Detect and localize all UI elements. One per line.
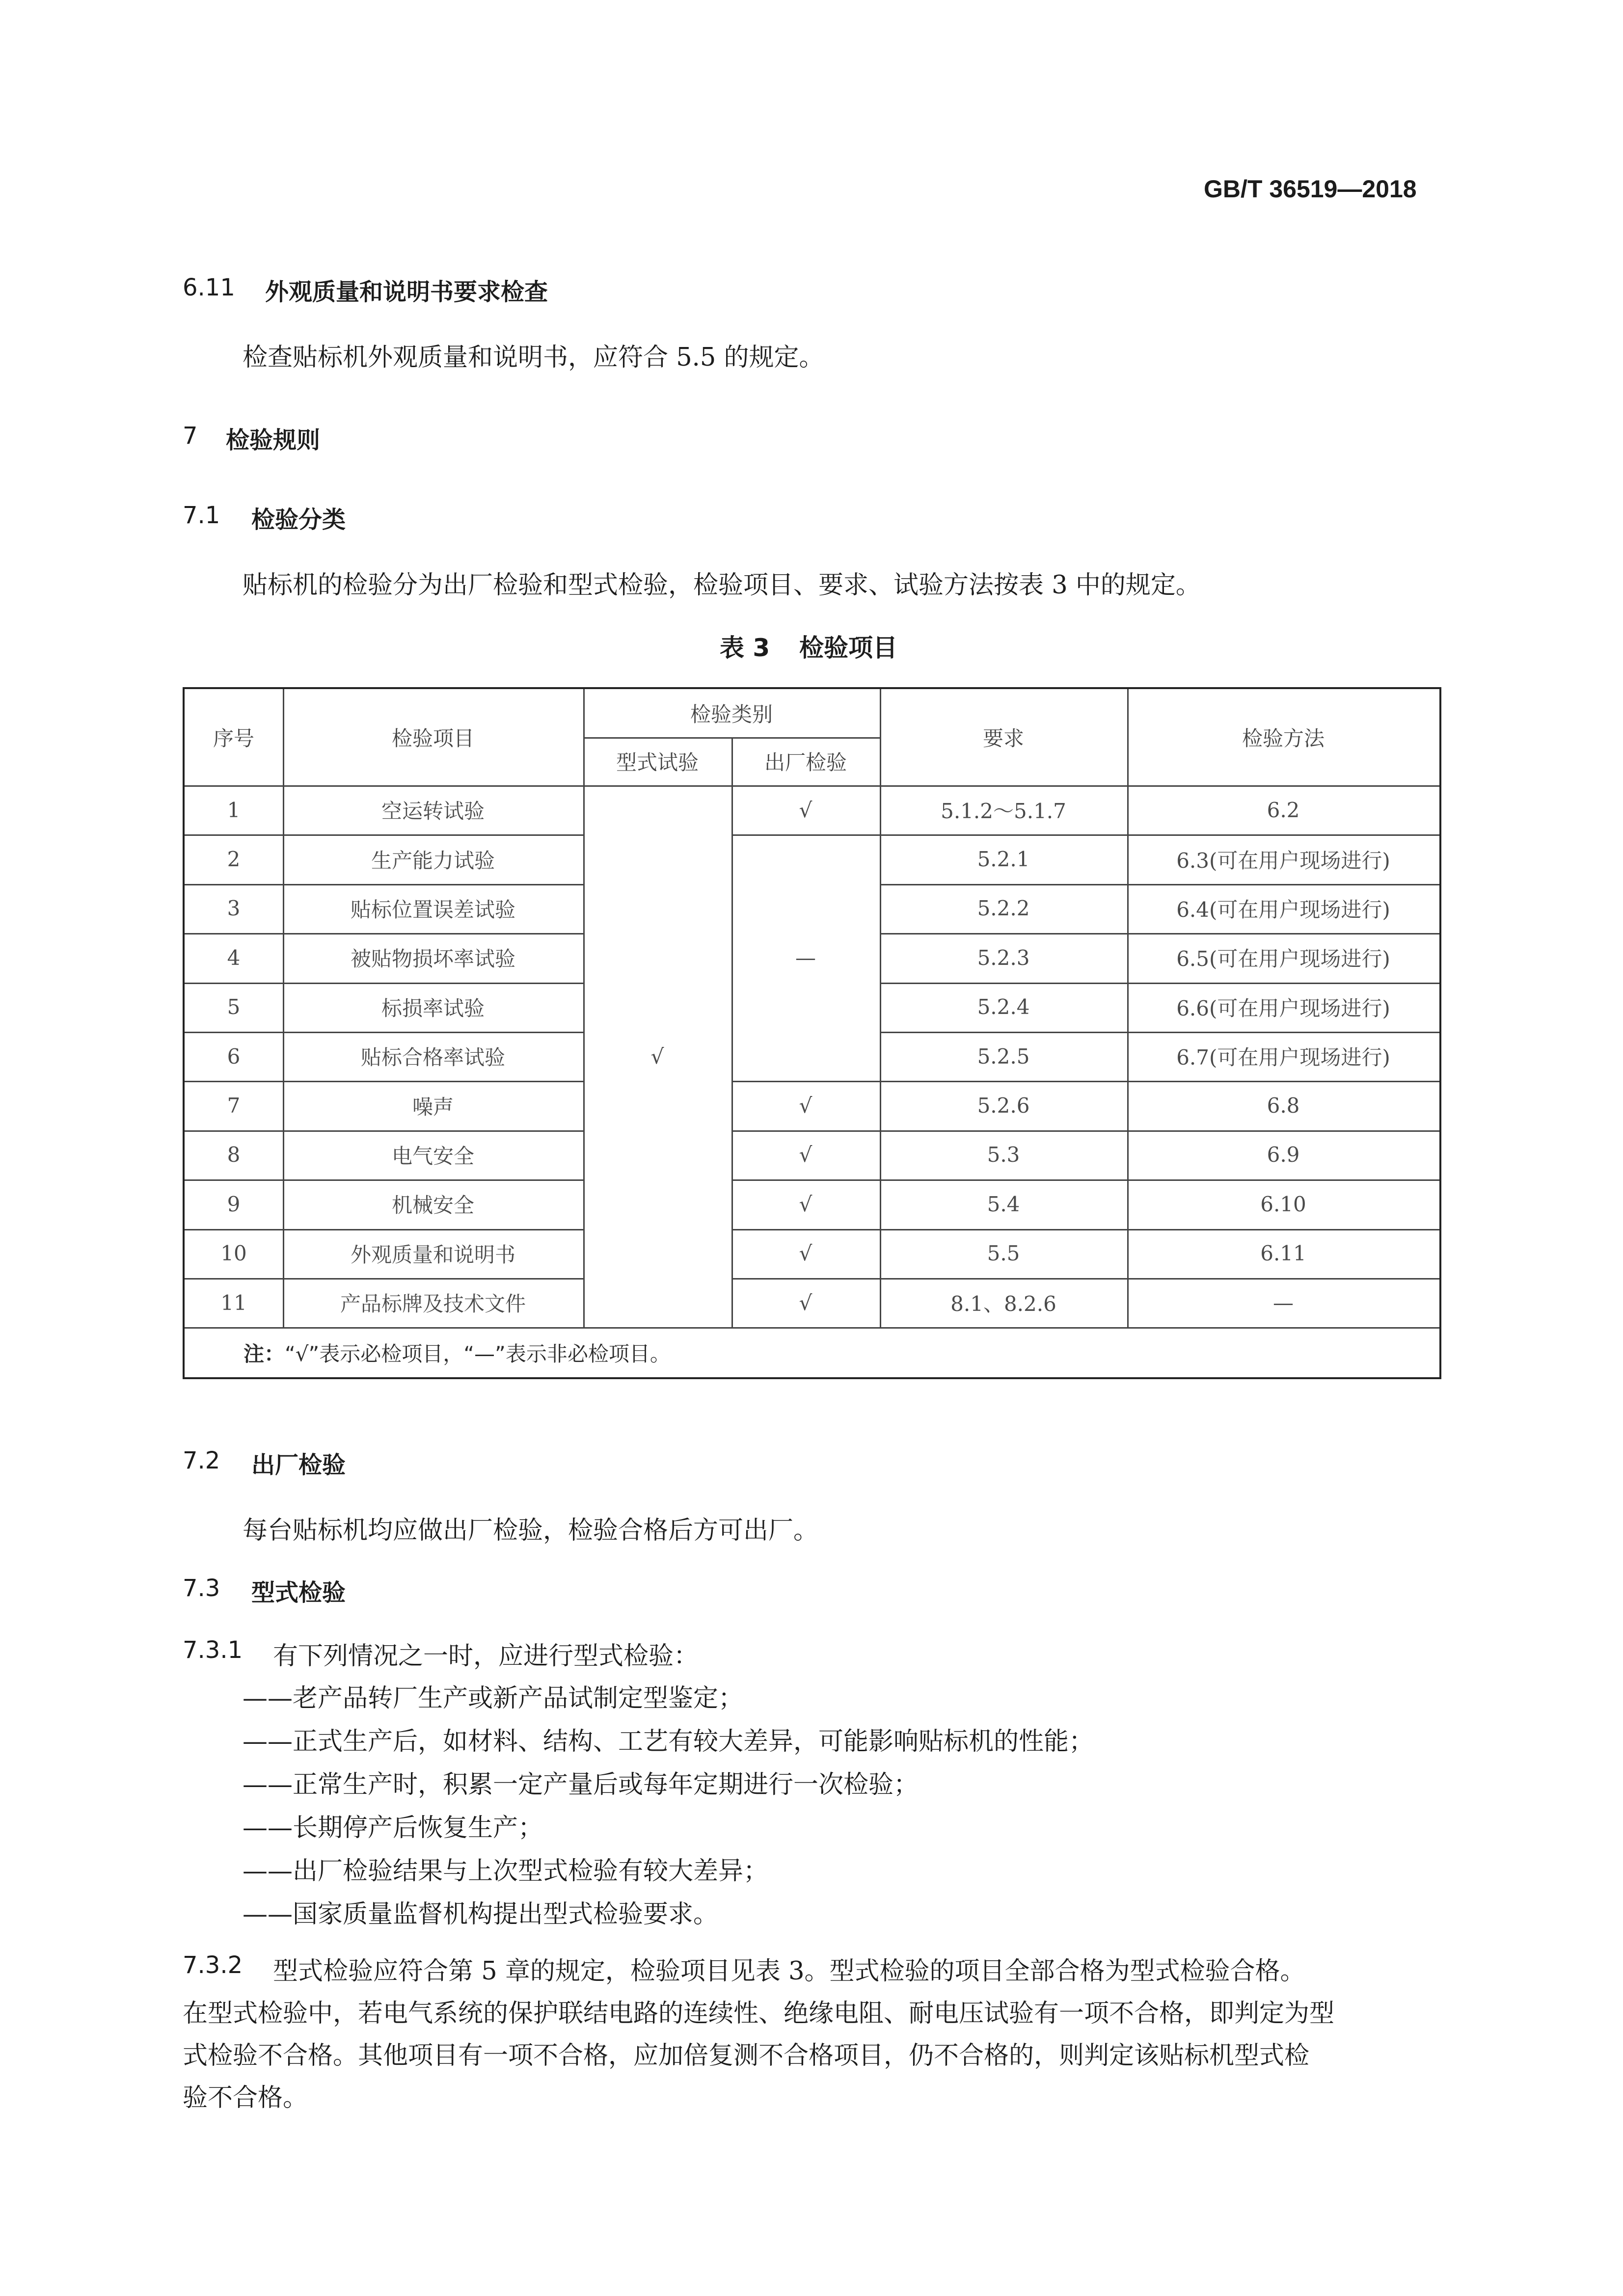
row-7-method: 6.8 — [1267, 1094, 1300, 1118]
header-seq: 序号 — [213, 726, 254, 750]
row-11-req: 8.1、8.2.6 — [950, 1292, 1056, 1316]
section-7-1-text: 贴标机的检验分为出厂检验和型式检验，检验项目、要求、试验方法按表 3 中的规定。 — [243, 571, 1201, 600]
section-7-2-title: 出厂检验 — [251, 1451, 346, 1479]
row-11-item: 产品标牌及技术文件 — [340, 1292, 526, 1316]
row-11-method: — — [1273, 1290, 1294, 1315]
section-6-11-text: 检查贴标机外观质量和说明书，应符合 5.5 的规定。 — [243, 343, 824, 372]
header-method: 检验方法 — [1242, 726, 1325, 750]
table-caption-label: 表 3 — [720, 634, 770, 662]
row-2-seq: 2 — [227, 847, 241, 872]
row-10-factory: √ — [799, 1241, 812, 1266]
row-1-item: 空运转试验 — [381, 799, 485, 824]
row-5-seq: 5 — [227, 995, 241, 1019]
table-note — [243, 1338, 671, 1367]
section-7-title: 检验规则 — [226, 427, 321, 454]
row-8-seq: 8 — [227, 1143, 241, 1167]
situation-item: ——老产品转厂生产或新产品试制定型鉴定； — [243, 1684, 744, 1713]
row-4-req: 5.2.3 — [977, 945, 1030, 970]
factory-test-merged-dash: — — [795, 945, 816, 970]
row-5-method: 6.6(可在用户现场进行) — [1176, 996, 1390, 1020]
row-7-req: 5.2.6 — [977, 1094, 1030, 1118]
header-factory-test: 出厂检验 — [764, 750, 847, 774]
row-1-req: 5.1.2～5.1.7 — [941, 799, 1066, 824]
section-7-2-text: 每台贴标机均应做出厂检验，检验合格后方可出厂。 — [243, 1516, 819, 1545]
row-9-method: 6.10 — [1260, 1192, 1306, 1216]
row-5-req: 5.2.4 — [977, 995, 1030, 1019]
row-4-seq: 4 — [227, 945, 241, 970]
row-10-method: 6.11 — [1260, 1241, 1306, 1266]
row-4-method: 6.5(可在用户现场进行) — [1176, 947, 1390, 971]
row-9-seq: 9 — [227, 1192, 241, 1216]
row-9-req: 5.4 — [987, 1192, 1020, 1216]
row-1-method: 6.2 — [1267, 798, 1300, 822]
section-7-3-2-line: 式检验不合格。其他项目有一项不合格，应加倍复测不合格项目，仍不合格的，则判定该贴标机型式检 — [183, 2041, 1310, 2070]
row-8-req: 5.3 — [987, 1143, 1020, 1167]
row-6-seq: 6 — [227, 1044, 241, 1068]
row-11-seq: 11 — [220, 1290, 247, 1315]
row-9-factory: √ — [799, 1192, 812, 1216]
situation-item: ——正式生产后，如材料、结构、工艺有较大差异，可能影响贴标机的性能； — [243, 1727, 1094, 1756]
inspection-items-table — [183, 687, 1441, 1379]
row-3-req: 5.2.2 — [977, 896, 1030, 921]
section-7-3-2-line: 型式检验应符合第 5 章的规定，检验项目见表 3。型式检验的项目全部合格为型式检验合格。 — [273, 1957, 1305, 1986]
row-4-item: 被贴物损坏率试验 — [350, 947, 515, 971]
row-8-method: 6.9 — [1267, 1143, 1300, 1167]
section-7-1-number: 7.1 — [183, 502, 220, 529]
situation-item: ——正常生产时，积累一定产量后或每年定期进行一次检验； — [243, 1770, 919, 1799]
row-6-item: 贴标合格率试验 — [360, 1045, 505, 1070]
row-8-factory: √ — [799, 1143, 812, 1167]
section-7-3-number: 7.3 — [183, 1575, 220, 1602]
row-6-req: 5.2.5 — [977, 1044, 1030, 1068]
header-requirement: 要求 — [982, 726, 1024, 750]
row-2-item: 生产能力试验 — [371, 848, 495, 873]
row-3-seq: 3 — [227, 896, 241, 921]
row-7-item: 噪声 — [412, 1095, 454, 1119]
row-8-item: 电气安全 — [391, 1144, 474, 1168]
situation-item: ——长期停产后恢复生产； — [243, 1814, 543, 1842]
section-7-3-2-line: 在型式检验中，若电气系统的保护联结电路的连续性、绝缘电阻、耐电压试验有一项不合格，即判定为型 — [183, 1999, 1335, 2028]
situation-item: ——国家质量监督机构提出型式检验要求。 — [243, 1900, 719, 1929]
table-note-divider — [185, 1327, 1439, 1329]
row-10-item: 外观质量和说明书 — [350, 1242, 515, 1267]
row-2-req: 5.2.1 — [977, 847, 1030, 872]
section-6-11-number: 6.11 — [183, 274, 235, 301]
standard-code: GB/T 36519—2018 — [1204, 175, 1417, 203]
row-1-seq: 1 — [227, 798, 241, 822]
section-7-3-2-number: 7.3.2 — [183, 1951, 243, 1979]
row-7-factory: √ — [799, 1094, 812, 1118]
section-7-3-2-line: 验不合格。 — [183, 2083, 308, 2112]
row-11-factory: √ — [799, 1290, 812, 1315]
section-7-3-1-number: 7.3.1 — [183, 1636, 243, 1664]
row-5-item: 标损率试验 — [381, 996, 485, 1020]
table-note-label: 注： — [243, 1342, 285, 1366]
row-9-item: 机械安全 — [391, 1193, 474, 1218]
section-7-number: 7 — [183, 422, 198, 450]
header-item: 检验项目 — [391, 726, 474, 750]
row-1-factory: √ — [799, 798, 812, 822]
section-7-2-number: 7.2 — [183, 1447, 220, 1474]
row-3-item: 贴标位置误差试验 — [350, 897, 515, 922]
section-7-1-title: 检验分类 — [251, 506, 346, 534]
row-3-method: 6.4(可在用户现场进行) — [1176, 897, 1390, 922]
header-category: 检验类别 — [690, 702, 773, 726]
table-note-text: “√”表示必检项目，“—”表示非必检项目。 — [285, 1342, 671, 1366]
table-caption-title: 检验项目 — [799, 634, 897, 662]
section-7-3-1-text: 有下列情况之一时，应进行型式检验： — [273, 1642, 699, 1671]
situation-item: ——出厂检验结果与上次型式检验有较大差异； — [243, 1857, 769, 1886]
section-6-11-title: 外观质量和说明书要求检查 — [265, 278, 548, 306]
row-6-method: 6.7(可在用户现场进行) — [1176, 1045, 1390, 1070]
row-10-seq: 10 — [220, 1241, 247, 1266]
row-7-seq: 7 — [227, 1094, 241, 1118]
type-test-merged-check: √ — [650, 1044, 664, 1068]
row-10-req: 5.5 — [987, 1241, 1020, 1266]
header-type-test: 型式试验 — [616, 750, 699, 774]
section-7-3-title: 型式检验 — [251, 1579, 346, 1606]
row-2-method: 6.3(可在用户现场进行) — [1176, 848, 1390, 873]
